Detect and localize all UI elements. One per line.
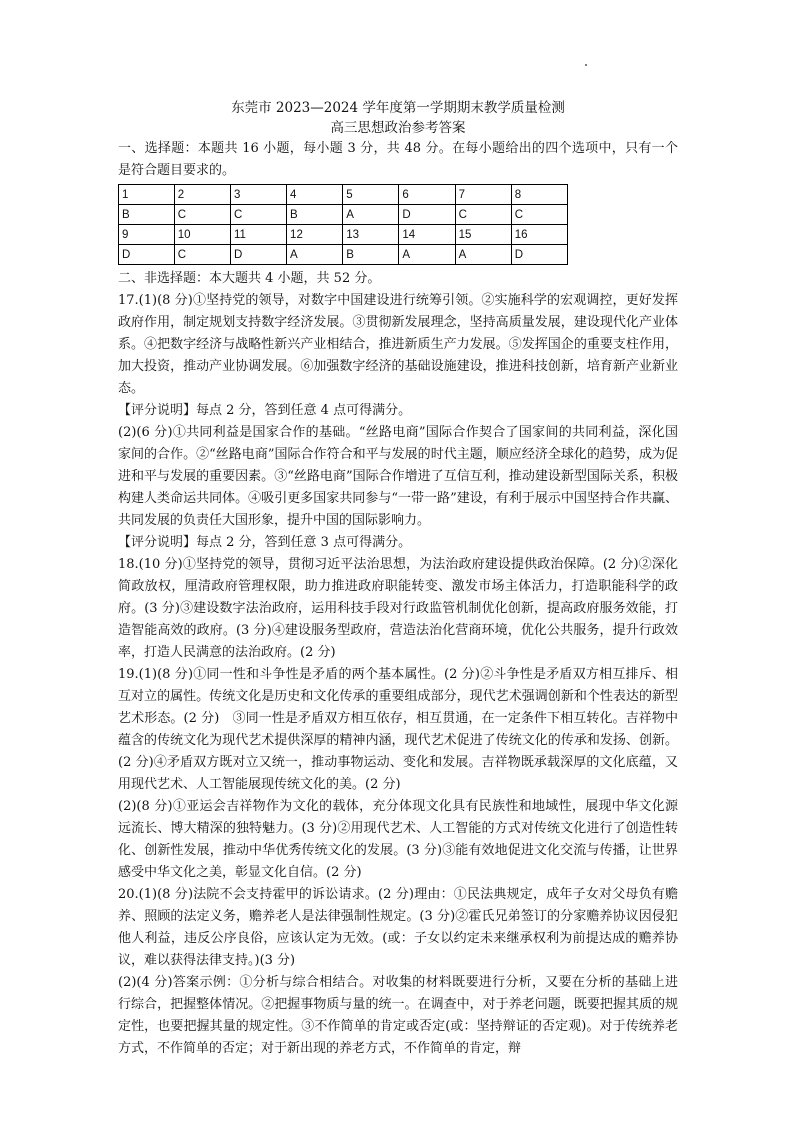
table-cell: 3 [230, 185, 286, 205]
scan-dot [585, 64, 587, 66]
table-cell: A [399, 245, 455, 265]
table-cell: 10 [174, 225, 230, 245]
table-cell: 1 [119, 185, 175, 205]
table-cell: C [230, 205, 286, 225]
section1-intro: 一、选择题：本题共 16 小题，每小题 3 分，共 48 分。在每小题给出的四个选项中，只有一个是符合题目要求的。 [118, 141, 678, 178]
answer-key-row [119, 245, 568, 265]
answer-paragraphs [118, 290, 678, 1060]
table-cell: 8 [511, 185, 567, 205]
table-cell: 7 [455, 185, 511, 205]
table-cell: 9 [119, 225, 175, 245]
document-subtitle: 高三思想政治参考答案 [330, 120, 466, 136]
answer-paragraph: (2)(8 分)①亚运会吉祥物作为文化的载体，充分体现文化具有民族性和地域性，展现中华文化源远流长、博大精深的独特魅力。(3 分)②用现代艺术、人工智能的方式对传统文化进行了创造性转化、创新性发展，推动中华优秀传统文化的发展。(3 分)③能有效地促进文化交流与传播，让世界感受中华文化之美，彰显文化自信。(2 分) [118, 799, 678, 880]
table-cell: B [119, 205, 175, 225]
answer-paragraph: 18.(10 分)①坚持党的领导，贯彻习近平法治思想，为法治政府建设提供政治保障。(2 分)②深化简政放权，厘清政府管理权限，助力推进政府职能转变、激发市场主体活力，打造职能科学的政府。(3 分)③建设数字法治政府，运用科技手段对行政监管机制优化创新，提高政府服务效能，打造智能高效的政府。(3 分)④建设服务型政府，营造法治化营商环境，优化公共服务，提升行政效率，打造人民满意的法治政府。(2 分) [118, 557, 678, 660]
answer-paragraph: 20.(1)(8 分)法院不会支持霍甲的诉讼请求。(2 分)理由：①民法典规定，成年子女对父母负有赡养、照顾的法定义务，赡养老人是法律强制性规定。(3 分)②霍氏兄弟签订的分家赡养协议因侵犯他人利益，违反公序良俗，应该认定为无效。(或：子女以约定未来继承权利为前提达成的赡养协议，难以获得法律支持。)(3 分) [118, 887, 678, 968]
answer-key-row [119, 205, 568, 225]
table-cell: A [343, 205, 399, 225]
table-cell: 6 [399, 185, 455, 205]
table-cell: A [455, 245, 511, 265]
answer-paragraph: (2)(6 分)①共同利益是国家合作的基础。“丝路电商”国际合作契合了国家间的共同利益，深化国家间的合作。②“丝路电商”国际合作符合和平与发展的时代主题，顺应经济全球化的趋势，成为促进和平与发展的重要因素。③“丝路电商”国际合作增进了互信互利，推动建设新型国际关系，积极构建人类命运共同体。④吸引更多国家共同参与“一带一路”建设，有利于展示中国坚持合作共赢、共同发展的负责任大国形象，提升中国的国际影响力。 [118, 425, 678, 528]
table-cell: C [455, 205, 511, 225]
document-title: 东莞市 2023—2024 学年度第一学期期末教学质量检测 [231, 100, 565, 116]
table-cell: 4 [287, 185, 343, 205]
table-cell: 5 [343, 185, 399, 205]
answer-paragraph: 19.(1)(8 分)①同一性和斗争性是矛盾的两个基本属性。(2 分)②斗争性是矛盾双方相互排斥、相互对立的属性。传统文化是历史和文化传承的重要组成部分，现代艺术强调创新和个性表达的新型艺术形态。(2 分) ③同一性是矛盾双方相互依存，相互贯通，在一定条件下相互转化。吉祥物中蕴含的传统文化为现代艺术提供深厚的精神内涵，现代艺术促进了传统文化的传承和发扬、创新。(2 分)④矛盾双方既对立又统一，推动事物运动、变化和发展。吉祥物既承载深厚的文化底蕴，又用现代艺术、人工智能展现传统文化的美。(2 分) [118, 667, 678, 792]
table-cell: C [174, 245, 230, 265]
answer-paragraph: 【评分说明】每点 2 分，答到任意 4 点可得满分。 [118, 403, 412, 418]
answer-table [118, 184, 568, 265]
answer-paragraph: (2)(4 分)答案示例：①分析与综合相结合。对收集的材料既要进行分析，又要在分析的基础上进行综合，把握整体情况。②把握事物质与量的统一。在调查中，对于养老问题，既要把握其质的规定性，也要把握其量的规定性。③不作简单的肯定或否定(或：坚持辩证的否定观)。对于传统养老方式，不作简单的否定；对于新出现的养老方式，不作简单的肯定，辩 [118, 975, 678, 1056]
table-cell: D [399, 205, 455, 225]
table-cell: 12 [287, 225, 343, 245]
answer-paragraph: 【评分说明】每点 2 分，答到任意 3 点可得满分。 [118, 535, 412, 550]
table-cell: D [230, 245, 286, 265]
table-cell: 2 [174, 185, 230, 205]
question-number-row [119, 185, 568, 205]
table-cell: C [511, 205, 567, 225]
question-number-row [119, 225, 568, 245]
table-cell: B [287, 205, 343, 225]
answer-document [118, 94, 678, 1060]
table-cell: 11 [230, 225, 286, 245]
table-cell: 14 [399, 225, 455, 245]
answer-paragraph: 17.(1)(8 分)①坚持党的领导，对数字中国建设进行统筹引领。②实施科学的宏观调控，更好发挥政府作用，制定规划支持数字经济发展。③贯彻新发展理念，坚持高质量发展，建设现代化产业体系。④把数字经济与战略性新兴产业相结合，推进新质生产力发展。⑤发挥国企的重要支柱作用，加大投资，推动产业协调发展。⑥加强数字经济的基础设施建设，推进科技创新，培育新产业新业态。 [118, 293, 678, 396]
table-cell: D [511, 245, 567, 265]
table-cell: D [119, 245, 175, 265]
table-cell: A [287, 245, 343, 265]
table-cell: 13 [343, 225, 399, 245]
table-cell: 15 [455, 225, 511, 245]
table-cell: 16 [511, 225, 567, 245]
table-cell: B [343, 245, 399, 265]
section2-intro: 二、非选择题：本大题共 4 小题，共 52 分。 [118, 271, 381, 286]
table-cell: C [174, 205, 230, 225]
